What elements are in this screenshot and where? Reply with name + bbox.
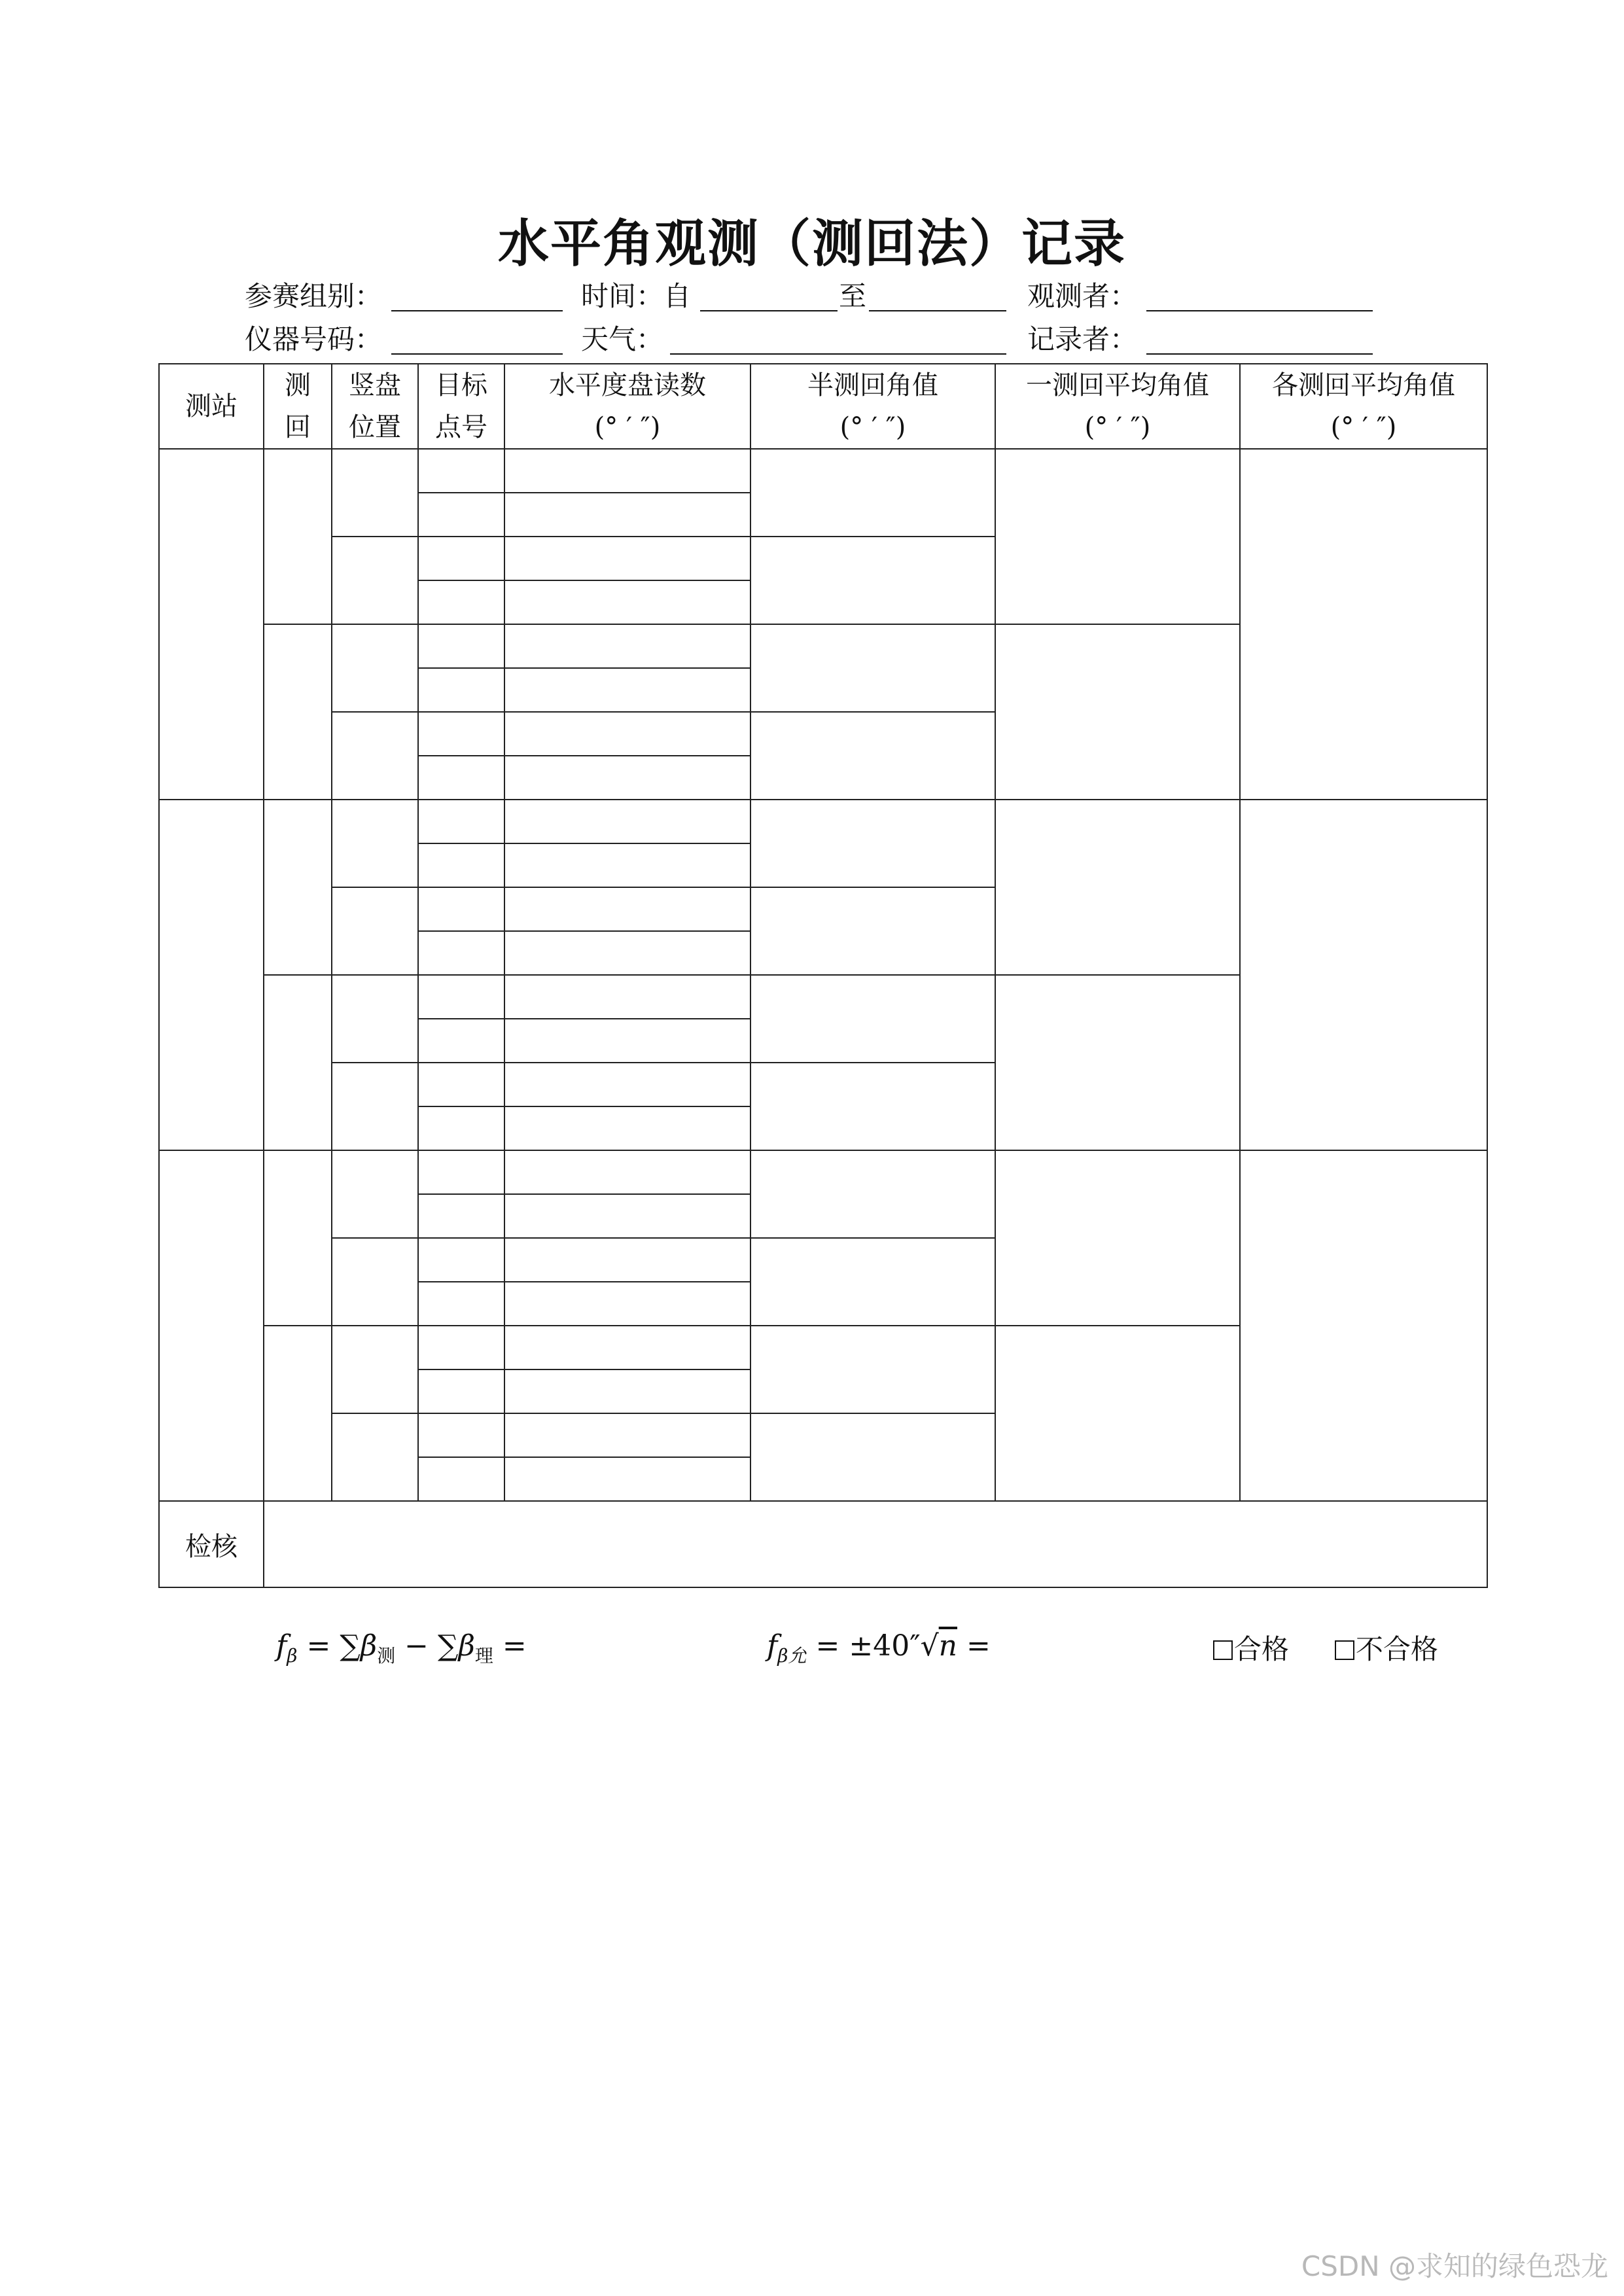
one-round-mean-cell[interactable] bbox=[995, 800, 1240, 975]
header-target: 目标 点号 bbox=[418, 364, 504, 449]
each-round-mean-cell[interactable] bbox=[1240, 449, 1487, 800]
half-round-cell[interactable] bbox=[750, 1150, 995, 1238]
face-cell[interactable] bbox=[332, 449, 418, 537]
half-round-cell[interactable] bbox=[750, 800, 995, 887]
face-cell[interactable] bbox=[332, 1238, 418, 1326]
header-face: 竖盘 位置 bbox=[332, 364, 418, 449]
face-cell[interactable] bbox=[332, 800, 418, 887]
allowable-formula: $f_{\beta 允} = \pm 40''√n$ = bbox=[767, 1629, 991, 1667]
face-cell[interactable] bbox=[332, 712, 418, 800]
round-cell[interactable] bbox=[264, 800, 332, 975]
face-cell[interactable] bbox=[332, 1326, 418, 1413]
reading-cell[interactable] bbox=[504, 1369, 750, 1413]
header-one-round-mean: 一测回平均角值 (° ′ ″) bbox=[995, 364, 1240, 449]
time-to-label: 至 bbox=[839, 280, 867, 312]
reading-cell[interactable] bbox=[504, 843, 750, 887]
target-cell[interactable] bbox=[418, 1194, 504, 1238]
face-cell[interactable] bbox=[332, 975, 418, 1063]
face-cell[interactable] bbox=[332, 537, 418, 624]
time-to-field[interactable] bbox=[869, 310, 1006, 311]
round-cell[interactable] bbox=[264, 624, 332, 800]
weather-label: 天气： bbox=[581, 323, 664, 355]
pass-checkbox[interactable] bbox=[1213, 1640, 1233, 1660]
target-cell[interactable] bbox=[418, 1106, 504, 1150]
face-cell[interactable] bbox=[332, 624, 418, 712]
half-round-cell[interactable] bbox=[750, 712, 995, 800]
check-cell bbox=[264, 1501, 1487, 1587]
reading-cell[interactable] bbox=[504, 800, 750, 843]
round-cell[interactable] bbox=[264, 1150, 332, 1326]
target-cell[interactable] bbox=[418, 1063, 504, 1106]
each-round-mean-cell[interactable] bbox=[1240, 800, 1487, 1150]
target-cell[interactable] bbox=[418, 1326, 504, 1369]
face-cell[interactable] bbox=[332, 1150, 418, 1238]
target-cell[interactable] bbox=[418, 800, 504, 843]
table-row bbox=[159, 1150, 1487, 1194]
station-cell[interactable] bbox=[159, 800, 264, 1150]
target-cell[interactable] bbox=[418, 843, 504, 887]
target-cell[interactable] bbox=[418, 1413, 504, 1457]
reading-cell[interactable] bbox=[504, 1326, 750, 1369]
half-round-cell[interactable] bbox=[750, 1326, 995, 1413]
half-round-cell[interactable] bbox=[750, 537, 995, 624]
reading-cell[interactable] bbox=[504, 493, 750, 537]
each-round-mean-cell[interactable] bbox=[1240, 1150, 1487, 1501]
round-cell[interactable] bbox=[264, 449, 332, 624]
group-label: 参赛组别： bbox=[245, 280, 383, 312]
reading-cell[interactable] bbox=[504, 975, 750, 1019]
target-cell[interactable] bbox=[418, 449, 504, 493]
check-label: 检核 bbox=[159, 1501, 264, 1587]
half-round-cell[interactable] bbox=[750, 1413, 995, 1501]
target-cell[interactable] bbox=[418, 975, 504, 1019]
reading-cell[interactable] bbox=[504, 1019, 750, 1063]
watermark: CSDN @求知的绿色恐龙 bbox=[1301, 2250, 1608, 2282]
reading-cell[interactable] bbox=[504, 887, 750, 931]
observer-field[interactable] bbox=[1146, 310, 1373, 311]
reading-cell[interactable] bbox=[504, 449, 750, 493]
instrument-field[interactable] bbox=[391, 353, 563, 355]
header-round: 测 回 bbox=[264, 364, 332, 449]
reading-cell[interactable] bbox=[504, 1282, 750, 1326]
reading-cell[interactable] bbox=[504, 756, 750, 800]
reading-cell[interactable] bbox=[504, 1413, 750, 1457]
half-round-cell[interactable] bbox=[750, 449, 995, 537]
header-half-round: 半测回角值 (° ′ ″) bbox=[750, 364, 995, 449]
one-round-mean-cell[interactable] bbox=[995, 1150, 1240, 1326]
target-cell[interactable] bbox=[418, 1238, 504, 1282]
table-row bbox=[159, 449, 1487, 493]
target-cell[interactable] bbox=[418, 580, 504, 624]
target-cell[interactable] bbox=[418, 668, 504, 712]
face-cell[interactable] bbox=[332, 1413, 418, 1501]
target-cell[interactable] bbox=[418, 887, 504, 931]
one-round-mean-cell[interactable] bbox=[995, 975, 1240, 1150]
half-round-cell[interactable] bbox=[750, 887, 995, 975]
target-cell[interactable] bbox=[418, 537, 504, 580]
reading-cell[interactable] bbox=[504, 1457, 750, 1501]
station-cell[interactable] bbox=[159, 449, 264, 800]
fail-checkbox[interactable] bbox=[1335, 1640, 1354, 1660]
one-round-mean-cell[interactable] bbox=[995, 624, 1240, 800]
reading-cell[interactable] bbox=[504, 580, 750, 624]
time-from-field[interactable] bbox=[700, 310, 838, 311]
weather-field[interactable] bbox=[670, 353, 1006, 355]
page-title: 水平角观测（测回法）记录 bbox=[497, 215, 1126, 274]
reading-cell[interactable] bbox=[504, 1238, 750, 1282]
half-round-cell[interactable] bbox=[750, 1238, 995, 1326]
target-cell[interactable] bbox=[418, 1019, 504, 1063]
face-cell[interactable] bbox=[332, 887, 418, 975]
one-round-mean-cell[interactable] bbox=[995, 1326, 1240, 1501]
one-round-mean-cell[interactable] bbox=[995, 449, 1240, 624]
reading-cell[interactable] bbox=[504, 1106, 750, 1150]
reading-cell[interactable] bbox=[504, 668, 750, 712]
header-all-rounds-mean: 各测回平均角值 (° ′ ″) bbox=[1240, 364, 1487, 449]
reading-cell[interactable] bbox=[504, 1194, 750, 1238]
target-cell[interactable] bbox=[418, 1150, 504, 1194]
reading-cell[interactable] bbox=[504, 1063, 750, 1106]
group-field[interactable] bbox=[391, 310, 563, 311]
header-station: 测站 bbox=[159, 364, 264, 449]
target-cell[interactable] bbox=[418, 931, 504, 975]
round-cell[interactable] bbox=[264, 975, 332, 1150]
target-cell[interactable] bbox=[418, 756, 504, 800]
half-round-cell[interactable] bbox=[750, 975, 995, 1063]
target-cell[interactable] bbox=[418, 624, 504, 668]
face-cell[interactable] bbox=[332, 1063, 418, 1150]
half-round-cell[interactable] bbox=[750, 1063, 995, 1150]
recorder-field[interactable] bbox=[1146, 353, 1373, 355]
half-round-cell[interactable] bbox=[750, 624, 995, 712]
round-cell[interactable] bbox=[264, 1326, 332, 1501]
target-cell[interactable] bbox=[418, 1369, 504, 1413]
table-row bbox=[159, 800, 1487, 843]
reading-cell[interactable] bbox=[504, 931, 750, 975]
reading-cell[interactable] bbox=[504, 1150, 750, 1194]
target-cell[interactable] bbox=[418, 493, 504, 537]
record-table bbox=[158, 363, 1488, 1588]
fail-option[interactable]: 不合格 bbox=[1335, 1628, 1438, 1667]
reading-cell[interactable] bbox=[504, 624, 750, 668]
time-label: 时间：自 bbox=[581, 280, 692, 312]
target-cell[interactable] bbox=[418, 712, 504, 756]
observer-label: 观测者： bbox=[1027, 280, 1138, 312]
station-cell[interactable] bbox=[159, 1150, 264, 1501]
reading-cell[interactable] bbox=[504, 712, 750, 756]
recorder-label: 记录者： bbox=[1027, 323, 1138, 355]
pass-option[interactable]: 合格 bbox=[1213, 1628, 1289, 1667]
reading-cell[interactable] bbox=[504, 537, 750, 580]
closure-formula: $f_\beta = \sum\beta_测 - \sum\beta_理$ = bbox=[276, 1629, 527, 1667]
target-cell[interactable] bbox=[418, 1282, 504, 1326]
instrument-label: 仪器号码： bbox=[245, 323, 383, 355]
header-reading: 水平度盘读数 (° ′ ″) bbox=[504, 364, 750, 449]
target-cell[interactable] bbox=[418, 1457, 504, 1501]
